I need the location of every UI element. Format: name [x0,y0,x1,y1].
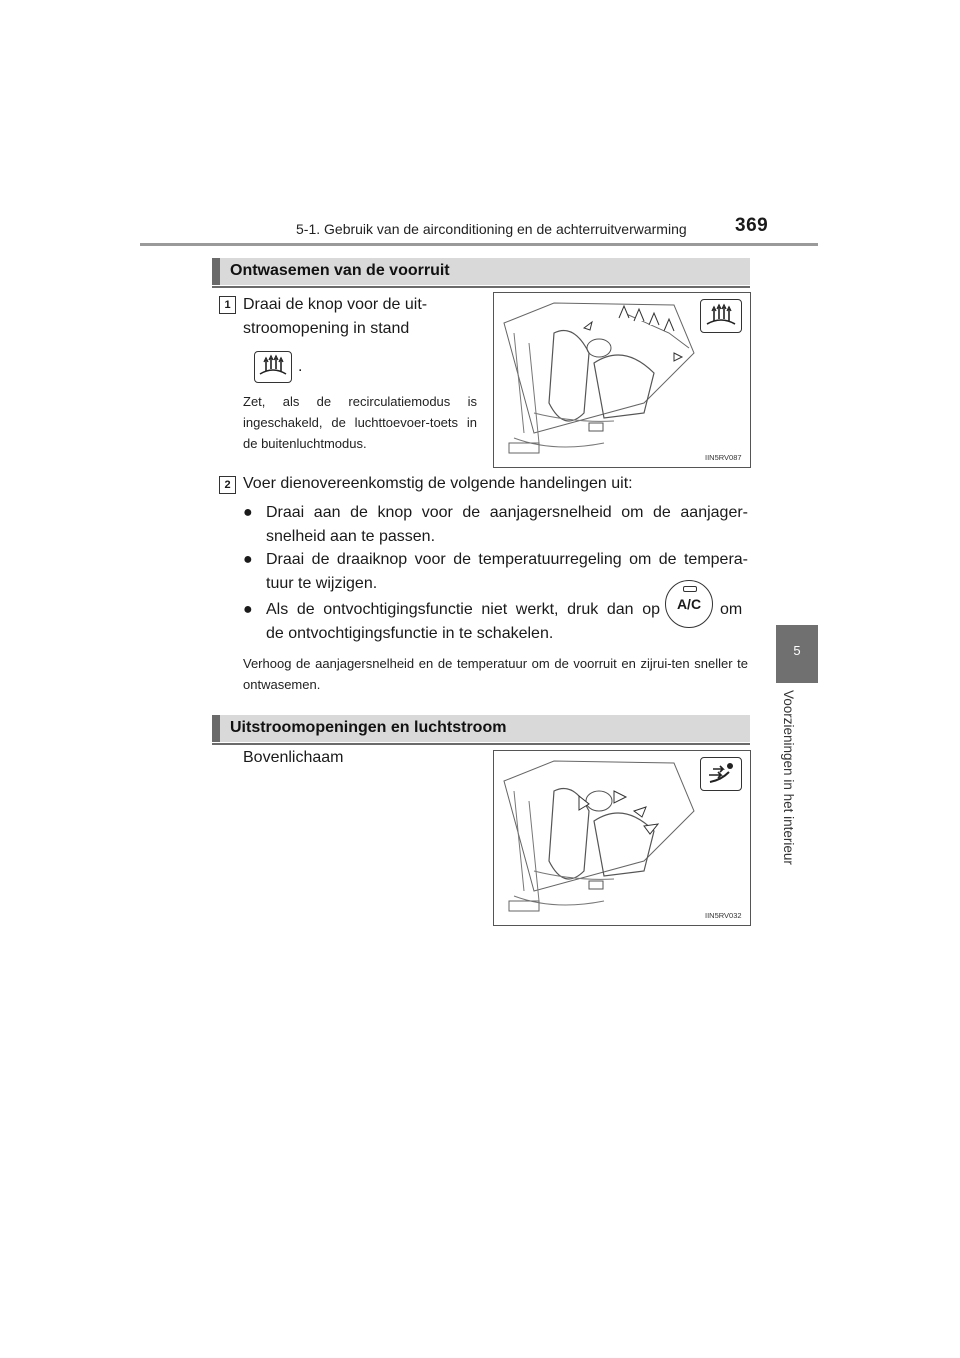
step-number: 2 [219,476,236,494]
chapter-tab: 5 [776,625,818,683]
section-title: Uitstroomopeningen en luchtstroom [230,719,507,736]
figure-vent-illustration [493,750,751,926]
step-2-note: Verhoog de aanjagersnelheid en de temperatuur om de voorruit en zijrui-ten sneller te ontwasemen. [243,656,748,692]
bullet-item: Draai aan de knop voor de aanjagersnelheid om de aanjager-snelheid aan te passen. [266,504,748,545]
chapter-title: Voorzieningen in het interieur [781,690,796,865]
step-1-line-2: stroomopening in stand [243,320,410,337]
windshield-defrost-icon [700,299,742,333]
bullet-icon: ● [243,601,253,618]
figure-defrost-illustration [493,292,751,468]
bullet-item-part-2: om [720,601,743,618]
bullet-icon: ● [243,551,253,568]
section-header-defrost [212,258,750,285]
figure-code: IIN5RV087 [705,453,742,462]
step-number: 1 [219,296,236,314]
step-1-line-1: Draai de knop voor de uit- [243,296,428,313]
section-title: Ontwasemen van de voorruit [230,262,450,279]
step-1-text [243,293,483,341]
step-1-period: . [298,358,303,375]
face-vent-icon-glyph [701,758,741,790]
windshield-defrost-icon-glyph [255,352,291,382]
step-2-intro: Voer dienovereenkomstig de volgende handelingen uit: [243,475,633,492]
face-vent-icon [700,757,742,791]
bullet-item-part-3: de ontvochtigingsfunctie in te schakelen. [266,625,554,642]
bullet-icon: ● [243,504,253,521]
running-header: 5-1. Gebruik van de airconditioning en de achterruitverwarming [296,221,687,237]
step-1-note: Zet, als de recirculatiemodus is ingeschakeld, de luchttoevoer-toets in de buitenluchtmodus. [243,394,477,451]
figure-code: IIN5RV032 [705,911,742,920]
page-number: 369 [735,215,769,236]
bullet-item: Draai de draaiknop voor de temperatuurregeling om de tempera-tuur te wijzigen. [266,551,748,592]
section-header-vents [212,715,750,742]
ac-button-icon [665,580,713,628]
bullet-item-part-1: Als de ontvochtigingsfunctie niet werkt, druk dan op [266,601,660,618]
windshield-defrost-icon [254,351,292,383]
ac-indicator-icon [683,586,697,592]
vent-mode-label: Bovenlichaam [243,749,344,766]
defrost-icon-glyph [701,300,741,332]
ac-button-label: A/C [676,596,702,612]
header-rule [140,243,818,246]
